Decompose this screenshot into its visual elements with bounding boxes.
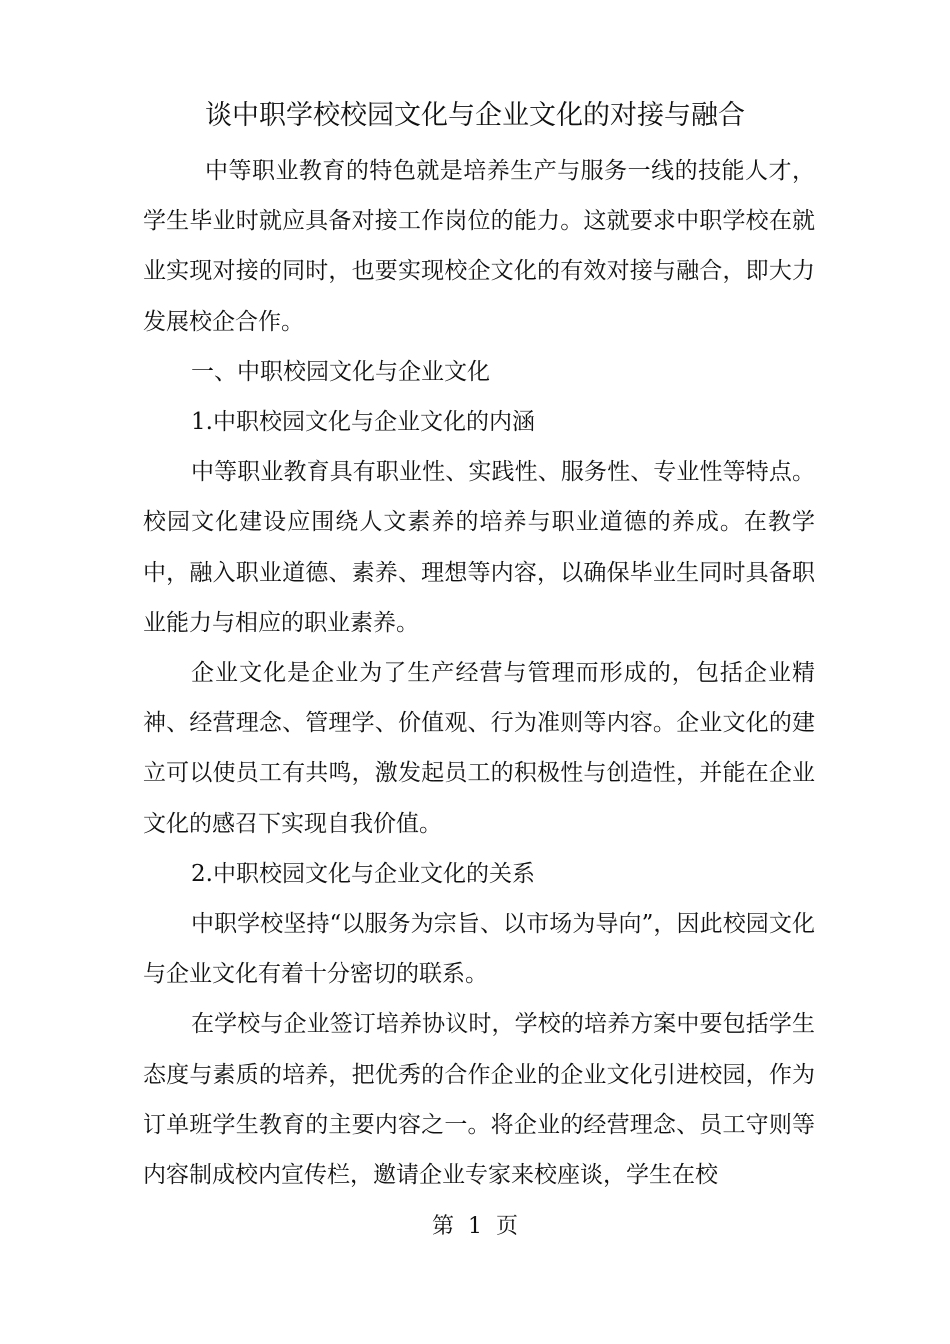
subsection-heading-2: 2.中职校园文化与企业文化的关系 <box>191 860 535 887</box>
paragraph-cooperation: 在学校与企业签订培养协议时，学校的培养方案中要包括学生态度与素质的培养，把优秀的合作企业的企业文化引进校园，作为订单班学生教育的主要内容之一。将企业的经营理念、员工守则等内容制成校内宣传栏，邀请企业专家来校座谈，学生在校 <box>143 1011 815 1189</box>
document-title: 谈中职学校校园文化与企业文化的对接与融合 <box>205 100 745 131</box>
subsection-heading-1: 1.中职校园文化与企业文化的内涵 <box>191 409 535 436</box>
paragraph-vocational-traits: 中等职业教育具有职业性、实践性、服务性、专业性等特点。校园文化建设应围绕人文素养的培养与职业道德的养成。在教学中，融入职业道德、素养、理想等内容，以确保毕业生同时具备职业能力与相应的职业素养。 <box>143 459 815 636</box>
paragraph-intro: 中等职业教育的特色就是培养生产与服务一线的技能人才，学生毕业时就应具备对接工作岗位的能力。这就要求中职学校在就业实现对接的同时，也要实现校企文化的有效对接与融合，即大力发展校企合作。 <box>143 158 815 335</box>
section-heading-1: 一、中职校园文化与企业文化 <box>191 358 490 385</box>
page-number: 第 1 页 <box>432 1214 518 1239</box>
paragraph-relationship: 中职学校坚持“以服务为宗旨、以市场为导向”，因此校园文化与企业文化有着十分密切的联系。 <box>143 911 815 988</box>
document-body <box>143 146 815 1200</box>
paragraph-enterprise-culture: 企业文化是企业为了生产经营与管理而形成的，包括企业精神、经营理念、管理学、价值观、行为准则等内容。企业文化的建立可以使员工有共鸣，激发起员工的积极性与创造性，并能在企业文化的感召下实现自我价值。 <box>143 660 815 837</box>
